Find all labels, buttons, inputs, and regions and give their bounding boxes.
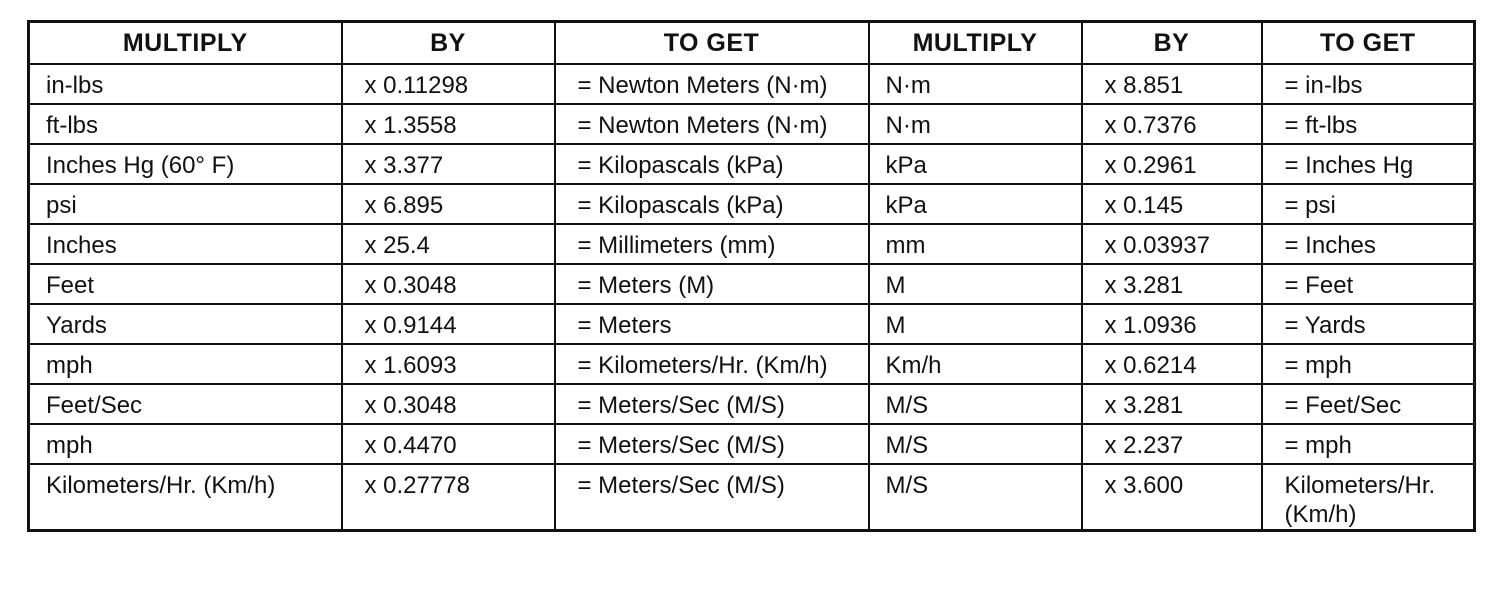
- cell-multiply: Yards: [29, 304, 342, 344]
- cell-multiply-reverse: mm: [869, 224, 1082, 264]
- table-row: [29, 104, 1475, 144]
- header-by-reverse: BY: [1082, 22, 1262, 65]
- header-multiply: MULTIPLY: [29, 22, 342, 65]
- cell-by-reverse: x 8.851: [1082, 64, 1262, 104]
- table-row: [29, 464, 1475, 531]
- cell-multiply-reverse: M/S: [869, 464, 1082, 531]
- cell-by-reverse: x 3.600: [1082, 464, 1262, 531]
- cell-by-reverse: x 0.6214: [1082, 344, 1262, 384]
- cell-to-get: = Kilopascals (kPa): [555, 144, 869, 184]
- cell-by-reverse: x 0.03937: [1082, 224, 1262, 264]
- cell-by-reverse: x 2.237: [1082, 424, 1262, 464]
- cell-to-get-reverse: = ft-lbs: [1262, 104, 1475, 144]
- cell-multiply: Feet/Sec: [29, 384, 342, 424]
- cell-to-get-reverse: = Yards: [1262, 304, 1475, 344]
- cell-multiply: mph: [29, 424, 342, 464]
- header-to-get: TO GET: [555, 22, 869, 65]
- cell-by-reverse: x 0.7376: [1082, 104, 1262, 144]
- table-row: [29, 304, 1475, 344]
- cell-to-get-reverse: = in-lbs: [1262, 64, 1475, 104]
- cell-multiply: psi: [29, 184, 342, 224]
- cell-multiply-reverse: N·m: [869, 64, 1082, 104]
- cell-by: x 0.3048: [342, 384, 555, 424]
- table-row: [29, 264, 1475, 304]
- conversion-table: [27, 20, 1476, 532]
- cell-to-get-reverse: = Inches: [1262, 224, 1475, 264]
- cell-to-get: = Meters/Sec (M/S): [555, 424, 869, 464]
- cell-by: x 0.4470: [342, 424, 555, 464]
- cell-multiply-reverse: kPa: [869, 144, 1082, 184]
- cell-multiply-reverse: M/S: [869, 424, 1082, 464]
- table-row: [29, 224, 1475, 264]
- cell-multiply: in-lbs: [29, 64, 342, 104]
- cell-to-get: = Meters/Sec (M/S): [555, 384, 869, 424]
- cell-by-reverse: x 3.281: [1082, 384, 1262, 424]
- cell-to-get: = Meters: [555, 304, 869, 344]
- cell-by: x 1.6093: [342, 344, 555, 384]
- cell-to-get: = Meters (M): [555, 264, 869, 304]
- table-row: [29, 424, 1475, 464]
- cell-by: x 0.3048: [342, 264, 555, 304]
- cell-by: x 1.3558: [342, 104, 555, 144]
- cell-to-get-reverse: = Feet: [1262, 264, 1475, 304]
- cell-multiply-reverse: M: [869, 304, 1082, 344]
- cell-multiply-reverse: M: [869, 264, 1082, 304]
- cell-to-get-reverse: = Inches Hg: [1262, 144, 1475, 184]
- table-row: [29, 144, 1475, 184]
- cell-to-get-reverse: = mph: [1262, 344, 1475, 384]
- cell-multiply: mph: [29, 344, 342, 384]
- cell-by: x 0.11298: [342, 64, 555, 104]
- cell-to-get: = Meters/Sec (M/S): [555, 464, 869, 531]
- cell-by: x 0.9144: [342, 304, 555, 344]
- cell-to-get-reverse: Kilometers/Hr. (Km/h): [1262, 464, 1475, 531]
- cell-to-get: = Newton Meters (N·m): [555, 64, 869, 104]
- cell-multiply: Inches Hg (60° F): [29, 144, 342, 184]
- cell-by: x 25.4: [342, 224, 555, 264]
- cell-multiply: Kilometers/Hr. (Km/h): [29, 464, 342, 531]
- header-row: [29, 22, 1475, 65]
- table-row: [29, 384, 1475, 424]
- cell-by-reverse: x 0.2961: [1082, 144, 1262, 184]
- cell-by-reverse: x 3.281: [1082, 264, 1262, 304]
- cell-multiply-reverse: M/S: [869, 384, 1082, 424]
- cell-to-get-reverse: = psi: [1262, 184, 1475, 224]
- table-header: [29, 22, 1475, 65]
- cell-to-get: = Newton Meters (N·m): [555, 104, 869, 144]
- cell-multiply: Inches: [29, 224, 342, 264]
- cell-multiply-reverse: Km/h: [869, 344, 1082, 384]
- cell-by-reverse: x 1.0936: [1082, 304, 1262, 344]
- cell-by: x 3.377: [342, 144, 555, 184]
- cell-to-get-reverse: = Feet/Sec: [1262, 384, 1475, 424]
- cell-multiply: Feet: [29, 264, 342, 304]
- cell-to-get: = Millimeters (mm): [555, 224, 869, 264]
- cell-by-reverse: x 0.145: [1082, 184, 1262, 224]
- table-row: [29, 184, 1475, 224]
- cell-by: x 6.895: [342, 184, 555, 224]
- cell-to-get: = Kilopascals (kPa): [555, 184, 869, 224]
- header-multiply-reverse: MULTIPLY: [869, 22, 1082, 65]
- cell-multiply: ft-lbs: [29, 104, 342, 144]
- table-row: [29, 64, 1475, 104]
- cell-multiply-reverse: kPa: [869, 184, 1082, 224]
- cell-multiply-reverse: N·m: [869, 104, 1082, 144]
- table-row: [29, 344, 1475, 384]
- header-to-get-reverse: TO GET: [1262, 22, 1475, 65]
- cell-to-get: = Kilometers/Hr. (Km/h): [555, 344, 869, 384]
- header-by: BY: [342, 22, 555, 65]
- cell-to-get-reverse: = mph: [1262, 424, 1475, 464]
- table-body: [29, 64, 1475, 531]
- cell-by: x 0.27778: [342, 464, 555, 531]
